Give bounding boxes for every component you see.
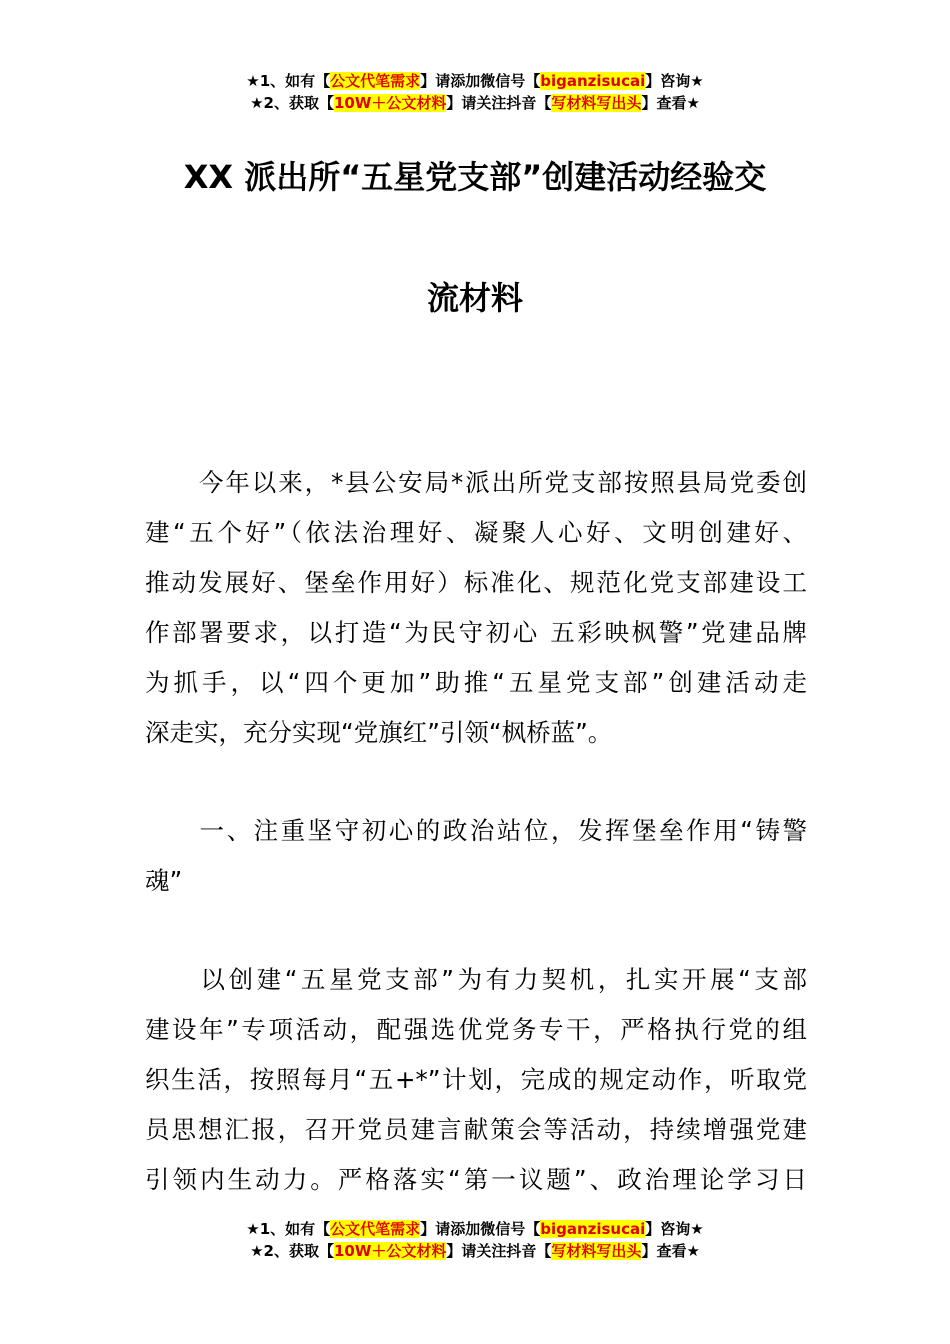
banner-highlight: 10W＋公文材料 [333, 1242, 447, 1260]
banner-text: 】请添加微信号【 [420, 72, 541, 90]
banner-text: 】请关注抖音【 [446, 94, 552, 112]
text-line: 引领内生动力。严格落实“第一议题”、政治理论学习日 [145, 1165, 807, 1194]
banner-text: ★2、获取【 [250, 1242, 334, 1260]
text-line: 作部署要求，以打造“为民守初心 五彩映枫警”党建品牌 [145, 618, 807, 647]
text-line: 以创建“五星党支部”为有力契机，扎实开展“支部 [197, 965, 807, 994]
banner-text: 】咨询★ [645, 1220, 704, 1238]
text-line: 一、注重坚守初心的政治站位，发挥堡垒作用“铸警 [197, 816, 807, 845]
banner-text: ★1、如有【 [246, 1220, 331, 1238]
banner-text: ★1、如有【 [246, 72, 331, 90]
text-line: 深走实，充分实现“党旗红”引领“枫桥蓝”。 [145, 718, 613, 747]
paragraph-section-1 [145, 955, 807, 1205]
banner-line-2 [0, 92, 950, 114]
section-heading-1 [145, 806, 807, 906]
banner-text: 】请添加微信号【 [420, 1220, 541, 1238]
banner-text: 】查看★ [641, 94, 700, 112]
banner-highlight: 公文代笔需求 [330, 1220, 421, 1238]
banner-text: ★2、获取【 [250, 94, 334, 112]
text-line: 织生活，按照每月“五+*”计划，完成的规定动作，听取党 [145, 1065, 807, 1094]
banner-highlight: 10W＋公文材料 [333, 94, 447, 112]
text-line: 魂” [145, 866, 183, 895]
bottom-banner [0, 1218, 950, 1262]
paragraph-intro [145, 458, 807, 758]
banner-text: 】查看★ [641, 1242, 700, 1260]
text-line: 建设年”专项活动，配强选优党务专干，严格执行党的组 [145, 1015, 807, 1044]
banner-highlight: biganzisucai [540, 72, 646, 90]
banner-highlight: 写材料写出头 [551, 94, 642, 112]
banner-line-1 [0, 70, 950, 92]
banner-text: 】请关注抖音【 [446, 1242, 552, 1260]
banner-line-1 [0, 1218, 950, 1240]
banner-highlight: 写材料写出头 [551, 1242, 642, 1260]
banner-highlight: biganzisucai [540, 1220, 646, 1238]
title-line-2: 流材料 [426, 279, 523, 317]
top-banner [0, 70, 950, 114]
text-line: 今年以来，*县公安局*派出所党支部按照县局党委创 [197, 468, 807, 497]
banner-highlight: 公文代笔需求 [330, 72, 421, 90]
text-line: 为抓手，以“四个更加”助推“五星党支部”创建活动走 [145, 668, 807, 697]
banner-text: 】咨询★ [645, 72, 704, 90]
text-line: 推动发展好、堡垒作用好）标准化、规范化党支部建设工 [145, 568, 807, 597]
title-line-1: XX 派出所“五星党支部”创建活动经验交 [183, 158, 767, 196]
text-line: 员思想汇报，召开党员建言献策会等活动，持续增强党建 [145, 1115, 807, 1144]
text-line: 建“五个好”（依法治理好、凝聚人心好、文明创建好、 [145, 518, 807, 547]
banner-line-2 [0, 1240, 950, 1262]
